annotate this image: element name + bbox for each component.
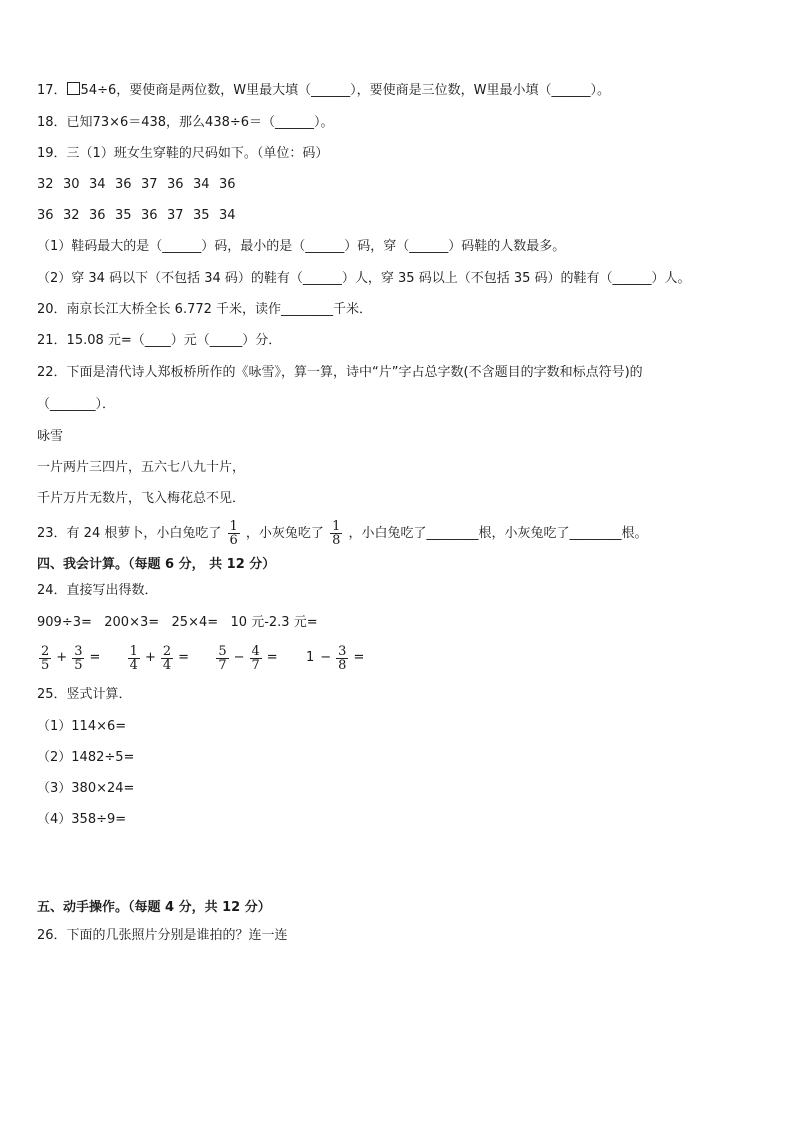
minus-sign: −: [233, 650, 245, 665]
shoe-size-row-2: [37, 207, 245, 225]
fraction: [250, 645, 262, 672]
shoe-size: 34: [219, 208, 236, 223]
plus-sign: +: [144, 650, 156, 665]
shoe-size: 35: [193, 208, 210, 223]
blank-box: [67, 82, 80, 95]
shoe-size: 36: [115, 177, 132, 192]
question-17: [37, 82, 610, 100]
fraction: [72, 645, 84, 672]
denominator: 7: [218, 657, 227, 673]
fraction: [39, 645, 51, 672]
denominator: 6: [229, 533, 238, 548]
vertical-calc-item: （2）1482÷5=: [37, 750, 135, 765]
plus-sign: +: [56, 650, 68, 665]
question-22: 22．下面是清代诗人郑板桥所作的《咏雪》，算一算，诗中“片”字占总字数(不含题目的字数和标点符号)的: [37, 365, 643, 380]
denominator: 5: [41, 657, 50, 673]
question-23: [37, 516, 648, 552]
numerator: 2: [41, 643, 50, 659]
vertical-calc-item: （1）114×6=: [37, 719, 127, 734]
shoe-size: 36: [89, 208, 106, 223]
numerator: 2: [162, 643, 172, 659]
shoe-size: 37: [167, 208, 184, 223]
fraction: [128, 645, 140, 672]
numerator: 4: [251, 643, 260, 659]
shoe-size-row-1: [37, 176, 245, 194]
numerator: 1: [129, 643, 138, 659]
question-text: 23．有 24 根萝卜，小白兔吃了: [37, 526, 222, 541]
shoe-size: 34: [193, 177, 210, 192]
equals-sign: =: [266, 650, 278, 665]
question-21: 21．15.08 元=（____）元（_____）分．: [37, 333, 282, 348]
question-25-title: 25．竖式计算．: [37, 687, 132, 702]
vertical-calc-item: （4）358÷9=: [37, 812, 127, 827]
numerator: 1: [332, 519, 341, 534]
shoe-size: 32: [37, 177, 54, 192]
question-20: 20．南京长江大桥全长 6.772 千米，读作________千米．: [37, 302, 373, 317]
question-number: 17．: [37, 83, 67, 98]
numerator: 5: [218, 643, 227, 659]
question-26: 26．下面的几张照片分别是谁拍的？连一连: [37, 928, 288, 943]
question-19-title: 19．三（1）班女生穿鞋的尺码如下。（单位：码）: [37, 146, 329, 161]
question-text: 54÷6，要使商是两位数，W里最大填（______），要使商是三位数，W里最小填（______）。: [80, 83, 610, 98]
question-19-part-1: （1）鞋码最大的是（______）码，最小的是（______）码，穿（______）码鞋的人数最多。: [37, 239, 566, 254]
minus-sign: −: [320, 650, 332, 665]
numerator: 1: [229, 519, 238, 534]
fraction: [216, 645, 228, 672]
equals-sign: =: [89, 650, 101, 665]
shoe-size: 30: [63, 177, 80, 192]
poem-line-1: 一片两片三四片，五六七八九十片，: [37, 460, 246, 475]
calc-row-1: 909÷3= 200×3= 25×4= 10 元-2.3 元=: [37, 615, 318, 630]
shoe-size: 36: [141, 208, 158, 223]
poem-line-2: 千片万片无数片，飞入梅花总不见．: [37, 491, 246, 506]
shoe-size: 34: [89, 177, 106, 192]
denominator: 8: [332, 533, 341, 548]
poem-title: 咏雪: [37, 429, 64, 444]
vertical-calc-item: （3）380×24=: [37, 781, 135, 796]
denominator: 7: [251, 657, 260, 673]
section-4-title: 四、我会计算。（每题 6 分， 共 12 分）: [37, 557, 276, 572]
denominator: 5: [74, 657, 83, 673]
shoe-size: 37: [141, 177, 158, 192]
equals-sign: =: [353, 650, 365, 665]
section-5-title: 五、动手操作。（每题 4 分，共 12 分）: [37, 900, 271, 915]
question-22-blank: （_______）．: [37, 397, 116, 412]
question-text: ，小灰兔吃了: [245, 526, 324, 541]
question-text: ，小白兔吃了________根，小灰兔吃了________根。: [348, 526, 648, 541]
denominator: 8: [338, 657, 347, 673]
denominator: 4: [129, 657, 138, 673]
shoe-size: 35: [115, 208, 132, 223]
equals-sign: =: [178, 650, 190, 665]
fraction-one-eighth: [330, 520, 342, 547]
question-24-title: 24．直接写出得数．: [37, 583, 158, 598]
fraction-one-sixth: [228, 520, 240, 547]
question-18: 18．已知73×6＝438，那么438÷6＝（______）。: [37, 115, 334, 130]
one: 1: [305, 650, 315, 665]
numerator: 3: [74, 643, 83, 659]
fraction-calc-row: [37, 640, 367, 677]
shoe-size: 36: [37, 208, 54, 223]
fraction: [161, 645, 173, 672]
fraction: [336, 645, 348, 672]
question-19-part-2: （2）穿 34 码以下（不包括 34 码）的鞋有（______）人，穿 35 码以上（不包括 35 码）的鞋有（______）人。: [37, 271, 691, 286]
shoe-size: 32: [63, 208, 80, 223]
denominator: 4: [162, 657, 172, 673]
shoe-size: 36: [167, 177, 184, 192]
numerator: 3: [338, 643, 347, 659]
shoe-size: 36: [219, 177, 236, 192]
